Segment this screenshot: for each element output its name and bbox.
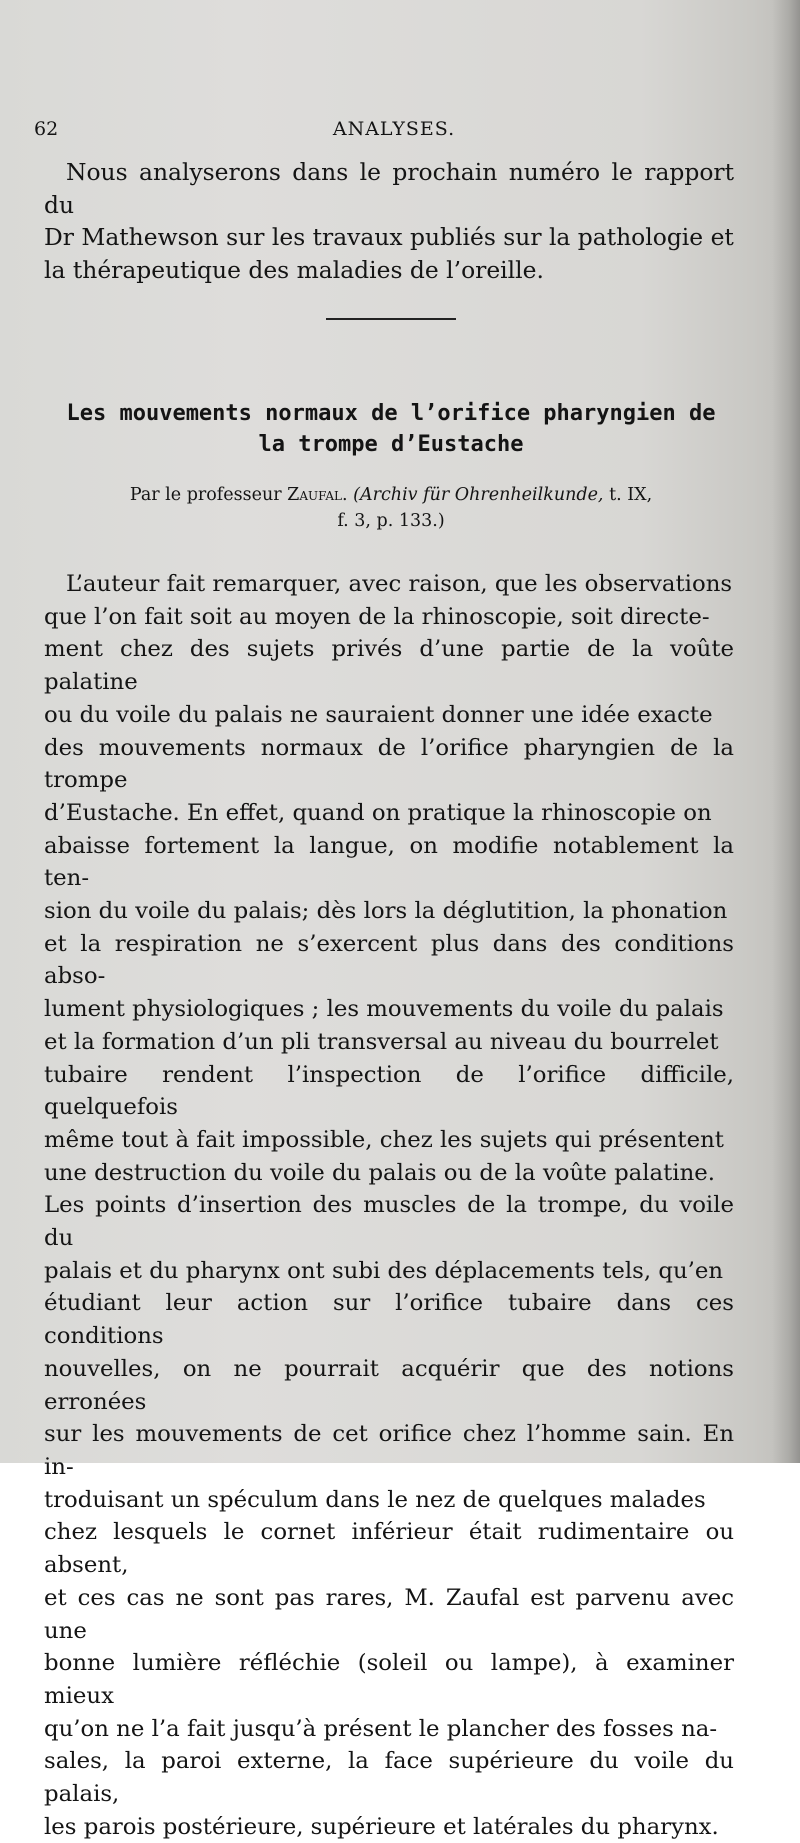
journal-name: (Archiv für Ohrenheilkunde, [353, 485, 604, 505]
body-line: Les points d’insertion des muscles de la trompe, du voile du [44, 1192, 734, 1252]
page-edge-shadow [772, 0, 800, 1463]
body-line: sales, la paroi externe, la face supérieure du voile du palais, [44, 1748, 734, 1808]
body-line: et la formation d’un pli transversal au niveau du bourrelet [44, 1028, 719, 1055]
body-line: nouvelles, on ne pourrait acquérir que des notions erronées [44, 1355, 734, 1415]
running-head [34, 118, 754, 148]
body-line: étudiant leur action sur l’orifice tubaire dans ces conditions [44, 1290, 734, 1350]
body-line: d’Eustache. En effet, quand on pratique la rhinoscopie on [44, 799, 712, 826]
body-paragraph [44, 568, 734, 1843]
byline-prefix: Par le professeur [129, 485, 282, 505]
citation-volume: t. IX, [609, 485, 653, 505]
citation-line: f. 3, p. 133.) [337, 511, 445, 531]
section-divider [326, 318, 456, 320]
body-line: qu’on ne l’a fait jusqu’à présent le plancher des fosses na- [44, 1715, 718, 1742]
body-line: bonne lumière réfléchie (soleil ou lampe), à examiner mieux [44, 1650, 734, 1709]
intro-line: la thérapeutique des maladies de l’oreille. [44, 255, 544, 284]
body-line: troduisant un spéculum dans le nez de quelques malades [44, 1486, 706, 1513]
byline-line [56, 482, 726, 508]
page-number: 62 [34, 118, 59, 140]
body-line: L’auteur fait remarquer, avec raison, que les observations [66, 571, 733, 597]
article-byline [56, 482, 726, 534]
article-title-line: Les mouvements normaux de l’orifice pharyngien de [66, 401, 716, 426]
body-line: sion du voile du palais; dès lors la déglutition, la phonation [44, 898, 728, 925]
intro-line: Dr Mathewson sur les travaux publiés sur la pathologie et [44, 223, 734, 251]
body-line: sur les mouvements de cet orifice chez l’homme sain. En in- [44, 1421, 734, 1480]
body-line: palais et du pharynx ont subi des déplacements tels, qu’en [44, 1257, 724, 1284]
body-line: les parois postérieure, supérieure et latérales du pharynx. [44, 1813, 719, 1840]
body-line: chez lesquels le cornet inférieur était rudimentaire ou absent, [44, 1519, 734, 1579]
body-line: lument physiologiques ; les mouvements du voile du palais [44, 996, 724, 1023]
body-line: tubaire rendent l’inspection de l’orifice difficile, quelquefois [44, 1061, 734, 1121]
body-line: et ces cas ne sont pas rares, M. Zaufal est parvenu avec une [44, 1584, 734, 1644]
body-line: et la respiration ne s’exercent plus dans des conditions abso- [44, 930, 734, 990]
body-line: des mouvements normaux de l’orifice pharyngien de la trompe [44, 734, 734, 794]
body-line: une destruction du voile du palais ou de la voûte palatine. [44, 1159, 716, 1186]
article-title-line: la trompe d’Eustache [258, 432, 524, 457]
author-name: Zaufal. [287, 485, 348, 505]
body-line: que l’on fait soit au moyen de la rhinoscopie, soit directe- [44, 603, 710, 630]
body-line: même tout à fait impossible, chez les sujets qui présentent [44, 1126, 724, 1153]
body-line: ou du voile du palais ne sauraient donner une idée exacte [44, 701, 713, 728]
body-line: ment chez des sujets privés d’une partie de la voûte palatine [44, 636, 734, 696]
intro-line: Nous analyserons dans le prochain numéro le rapport du [44, 158, 734, 219]
intro-paragraph [44, 156, 734, 286]
running-title: ANALYSES. [332, 118, 456, 140]
body-line: abaisse fortement la langue, on modifie notablement la ten- [44, 832, 734, 892]
article-title [36, 398, 746, 460]
